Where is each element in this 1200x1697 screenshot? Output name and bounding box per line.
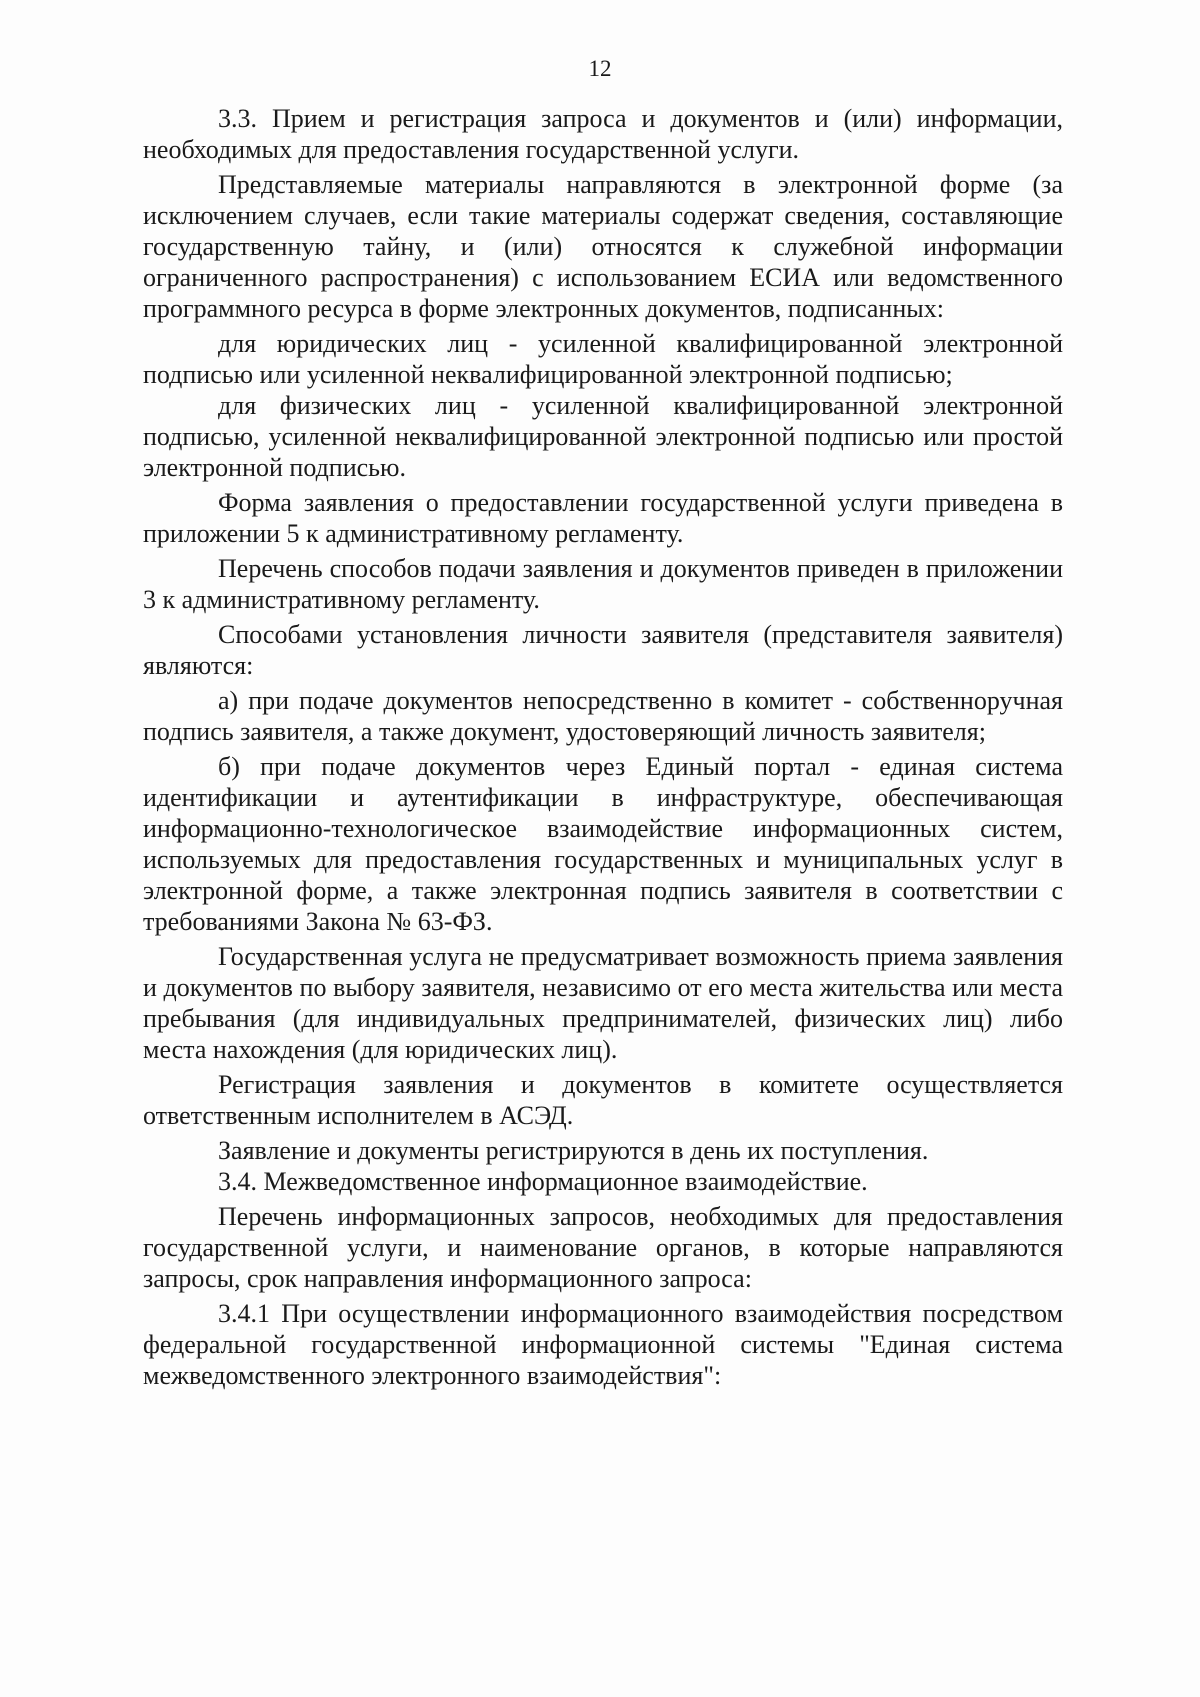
- paragraph-materials-electronic-form: Представляемые материалы направляются в электронной форме (за исключением случаев, если такие материалы содержат сведения, составляющие государственную тайну, и (или) относятся к служебной информации ограниченного распространения) с использованием ЕСИА или ведомственного программного ресурса в форме электронных документов, подписанных:: [143, 170, 1063, 323]
- paragraph-registration-day: Заявление и документы регистрируются в день их поступления.: [218, 1136, 929, 1165]
- paragraph-3-4-1: 3.4.1 При осуществлении информационного взаимодействия посредством федеральной государственной информационной системы "Единая система межведомственного электронного взаимодействия":: [143, 1299, 1063, 1390]
- paragraph-3-3-heading: 3.3. Прием и регистрация запроса и документов и (или) информации, необходимых для предоставления государственной услуги.: [143, 104, 1063, 164]
- paragraph-requests-list: Перечень информационных запросов, необходимых для предоставления государственной услуги, и наименование органов, в которые направляются запросы, срок направления информационного запроса:: [143, 1202, 1063, 1293]
- paragraph-3-4-heading: 3.4. Межведомственное информационное взаимодействие.: [218, 1167, 868, 1196]
- paragraph-application-form: Форма заявления о предоставлении государственной услуги приведена в приложении 5 к административному регламенту.: [143, 488, 1063, 548]
- paragraph-registration-ased: Регистрация заявления и документов в комитете осуществляется ответственным исполнителем в АСЭД.: [143, 1070, 1063, 1130]
- paragraph-item-b: б) при подаче документов через Единый портал - единая система идентификации и аутентификации в инфраструктуре, обеспечивающая информационно-технологическое взаимодействие информационных систем, используемых для предоставления государственных и муниципальных услуг в электронной форме, а также электронная подпись заявителя в соответствии с требованиями Закона № 63-ФЗ.: [143, 752, 1063, 936]
- paragraph-submission-methods: Перечень способов подачи заявления и документов приведен в приложении 3 к административному регламенту.: [143, 554, 1063, 614]
- paragraph-identity-methods: Способами установления личности заявителя (представителя заявителя) являются:: [143, 620, 1063, 680]
- paragraph-individuals-signature: для физических лиц - усиленной квалифицированной электронной подписью, усиленной неквалифицированной электронной подписью или простой электронной подписью.: [143, 391, 1063, 482]
- page-number: 12: [588, 56, 612, 81]
- paragraph-extraterritorial: Государственная услуга не предусматривает возможность приема заявления и документов по выбору заявителя, независимо от его места жительства или места пребывания (для индивидуальных предпринимателей, физических лиц) либо места нахождения (для юридических лиц).: [143, 942, 1063, 1064]
- paragraph-legal-entities-signature: для юридических лиц - усиленной квалифицированной электронной подписью или усиленной неквалифицированной электронной подписью;: [143, 329, 1063, 389]
- document-body: [143, 103, 1063, 1391]
- paragraph-item-a: а) при подаче документов непосредственно в комитет - собственноручная подпись заявителя, а также документ, удостоверяющий личность заявителя;: [143, 686, 1063, 746]
